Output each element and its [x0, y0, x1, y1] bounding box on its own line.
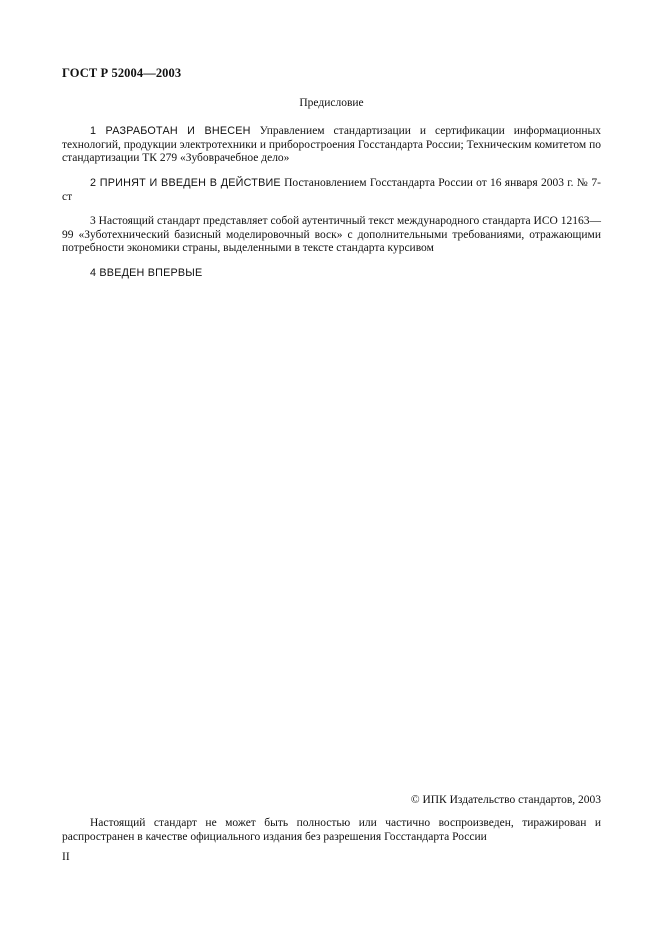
preface-item-4	[62, 267, 601, 281]
preface-item-1	[62, 125, 601, 166]
preface-item-2	[62, 177, 601, 204]
preface-item-2-lead: 2 ПРИНЯТ И ВВЕДЕН В ДЕЙСТВИЕ	[90, 177, 281, 189]
preface-item-1-lead: 1 РАЗРАБОТАН И ВНЕСЕН	[90, 125, 251, 137]
preface-item-3-text: 3 Настоящий стандарт представляет собой аутентичный текст международного стандарта ИСО 12163—99 «Зуботехнический базисный моделировочный воск» с дополнительными требованиями, отражающими потребности экономики страны, выделенными в тексте стандарта курсивом	[62, 215, 601, 254]
preface-item-3	[62, 215, 601, 256]
reproduction-notice: Настоящий стандарт не может быть полностью или частично воспроизведен, тиражирован и распространен в качестве официального издания без разрешения Госстандарта России	[62, 817, 601, 843]
document-code: ГОСТ Р 52004—2003	[62, 66, 182, 80]
preface-item-2-text: Постановлением Госстандарта России от 16 января 2003 г. № 7-ст	[62, 177, 601, 203]
copyright-line: © ИПК Издательство стандартов, 2003	[410, 794, 601, 806]
preface-title: Предисловие	[299, 97, 364, 109]
preface-item-1-text: Управлением стандартизации и сертификации информационных технологий, продукции электротехники и приборостроения Госстандарта России; Техническим комитетом по стандартизации ТК 279 «Зубоврачебное дело»	[62, 125, 601, 164]
page-number: II	[62, 851, 70, 863]
preface-item-4-lead: 4 ВВЕДЕН ВПЕРВЫЕ	[90, 267, 203, 279]
